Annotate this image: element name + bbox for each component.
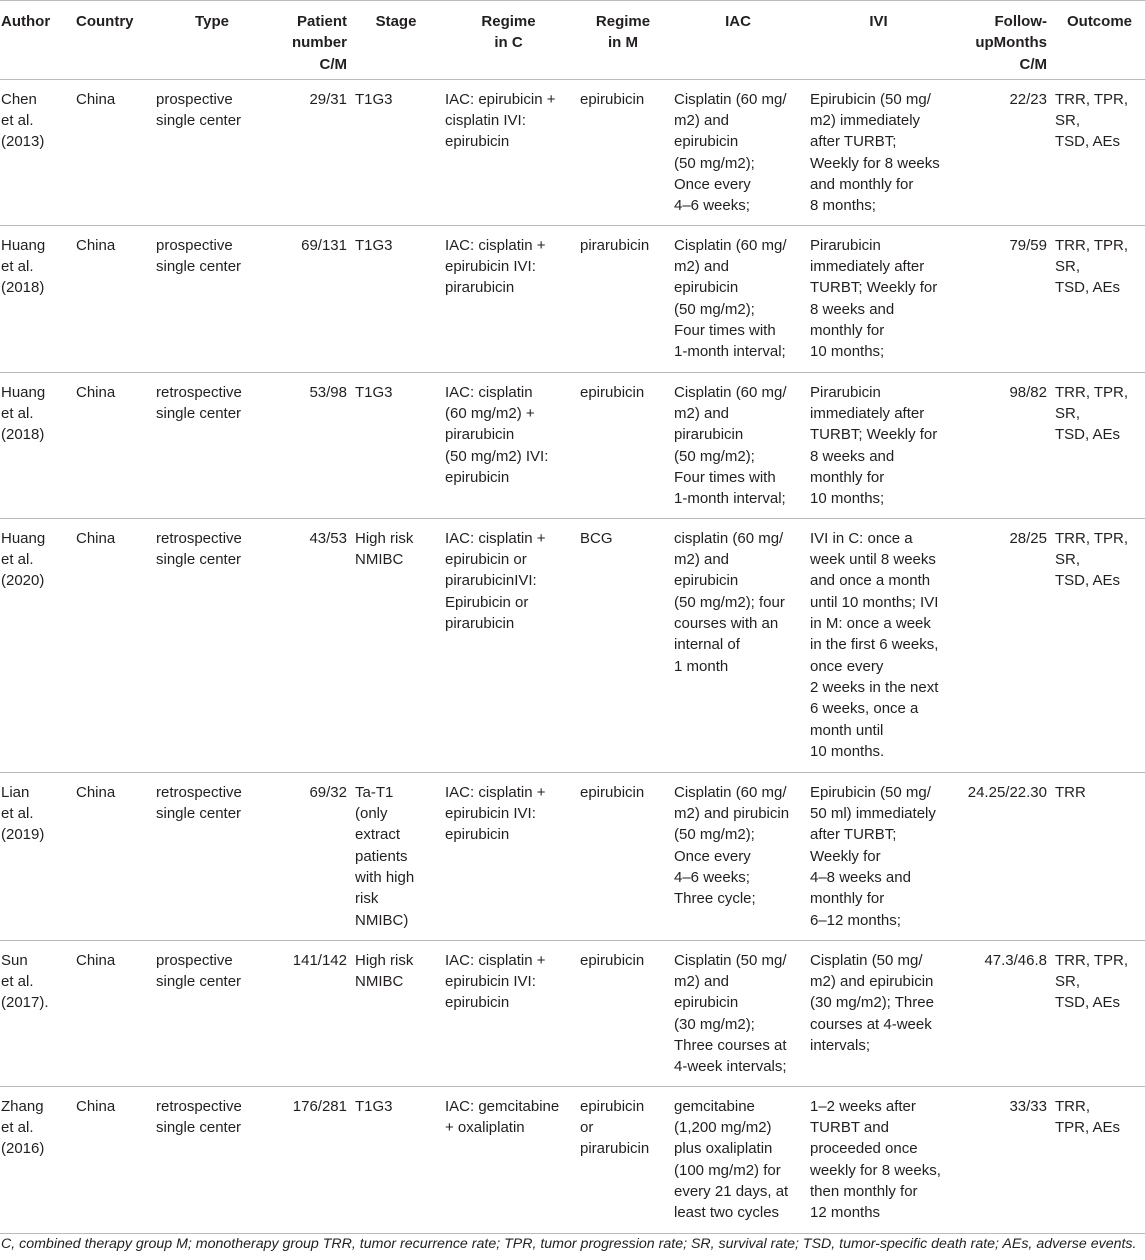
- cell-regime-c: IAC: epirubicin + cisplatin IVI: epirubicin: [441, 79, 576, 225]
- header-ivi: IVI: [806, 1, 951, 80]
- header-author: Author: [0, 1, 72, 80]
- cell-patient-number: 141/142: [272, 940, 351, 1086]
- cell-author: Lian et al. (2019): [0, 772, 72, 940]
- table-row: [0, 518, 1145, 772]
- cell-outcome: TRR, TPR, AEs: [1051, 1086, 1145, 1233]
- header-follow-up: Follow- upMonths C/M: [951, 1, 1051, 80]
- cell-country: China: [72, 372, 152, 518]
- table-row: [0, 372, 1145, 518]
- cell-regime-c: IAC: cisplatin (60 mg/m2) + pirarubicin (50 mg/m2) IVI: epirubicin: [441, 372, 576, 518]
- cell-type: retrospective single center: [152, 1086, 272, 1233]
- cell-outcome: TRR: [1051, 772, 1145, 940]
- cell-ivi: Epirubicin (50 mg/ 50 ml) immediately after TURBT; Weekly for 4–8 weeks and monthly for 6–12 months;: [806, 772, 951, 940]
- cell-follow-up: 22/23: [951, 79, 1051, 225]
- cell-follow-up: 28/25: [951, 518, 1051, 772]
- cell-ivi: Epirubicin (50 mg/ m2) immediately after TURBT; Weekly for 8 weeks and monthly for 8 months;: [806, 79, 951, 225]
- cell-regime-m: epirubicin: [576, 940, 670, 1086]
- cell-author: Huang et al. (2018): [0, 372, 72, 518]
- cell-ivi: Cisplatin (50 mg/ m2) and epirubicin (30 mg/m2); Three courses at 4-week intervals;: [806, 940, 951, 1086]
- cell-author: Huang et al. (2020): [0, 518, 72, 772]
- cell-iac: cisplatin (60 mg/ m2) and epirubicin (50 mg/m2); four courses with an internal of 1 month: [670, 518, 806, 772]
- cell-type: prospective single center: [152, 225, 272, 372]
- cell-author: Sun et al. (2017).: [0, 940, 72, 1086]
- cell-ivi: IVI in C: once a week until 8 weeks and once a month until 10 months; IVI in M: once a week in the first 6 weeks, once every 2 weeks in the next 6 weeks, once a month until 10 months.: [806, 518, 951, 772]
- cell-regime-m: BCG: [576, 518, 670, 772]
- cell-outcome: TRR, TPR, SR, TSD, AEs: [1051, 372, 1145, 518]
- cell-regime-m: pirarubicin: [576, 225, 670, 372]
- cell-stage: T1G3: [351, 225, 441, 372]
- cell-follow-up: 47.3/46.8: [951, 940, 1051, 1086]
- cell-stage: T1G3: [351, 372, 441, 518]
- cell-regime-c: IAC: cisplatin + epirubicin IVI: epirubicin: [441, 772, 576, 940]
- cell-follow-up: 79/59: [951, 225, 1051, 372]
- header-regime-c: Regime in C: [441, 1, 576, 80]
- cell-patient-number: 43/53: [272, 518, 351, 772]
- cell-iac: Cisplatin (60 mg/ m2) and pirarubicin (50 mg/m2); Four times with 1-month interval;: [670, 372, 806, 518]
- cell-patient-number: 69/32: [272, 772, 351, 940]
- cell-type: retrospective single center: [152, 772, 272, 940]
- cell-author: Zhang et al. (2016): [0, 1086, 72, 1233]
- cell-regime-c: IAC: gemcitabine + oxaliplatin: [441, 1086, 576, 1233]
- cell-follow-up: 33/33: [951, 1086, 1051, 1233]
- cell-ivi: Pirarubicin immediately after TURBT; Weekly for 8 weeks and monthly for 10 months;: [806, 225, 951, 372]
- cell-regime-m: epirubicin: [576, 79, 670, 225]
- cell-iac: Cisplatin (60 mg/ m2) and pirubicin (50 mg/m2); Once every 4–6 weeks; Three cycle;: [670, 772, 806, 940]
- cell-patient-number: 176/281: [272, 1086, 351, 1233]
- cell-author: Chen et al. (2013): [0, 79, 72, 225]
- cell-country: China: [72, 1086, 152, 1233]
- cell-stage: T1G3: [351, 79, 441, 225]
- table-row: [0, 79, 1145, 225]
- cell-patient-number: 53/98: [272, 372, 351, 518]
- table-row: [0, 1086, 1145, 1233]
- cell-type: retrospective single center: [152, 518, 272, 772]
- cell-regime-c: IAC: cisplatin + epirubicin or pirarubicinIVI: Epirubicin or pirarubicin: [441, 518, 576, 772]
- cell-regime-m: epirubicin: [576, 372, 670, 518]
- header-iac: IAC: [670, 1, 806, 80]
- cell-type: prospective single center: [152, 79, 272, 225]
- cell-regime-c: IAC: cisplatin + epirubicin IVI: pirarubicin: [441, 225, 576, 372]
- cell-outcome: TRR, TPR, SR, TSD, AEs: [1051, 225, 1145, 372]
- cell-country: China: [72, 225, 152, 372]
- header-row: [0, 1, 1145, 80]
- cell-iac: Cisplatin (60 mg/ m2) and epirubicin (50 mg/m2); Once every 4–6 weeks;: [670, 79, 806, 225]
- cell-patient-number: 29/31: [272, 79, 351, 225]
- header-country: Country: [72, 1, 152, 80]
- header-patient-number: Patient number C/M: [272, 1, 351, 80]
- cell-ivi: Pirarubicin immediately after TURBT; Weekly for 8 weeks and monthly for 10 months;: [806, 372, 951, 518]
- cell-regime-m: epirubicin or pirarubicin: [576, 1086, 670, 1233]
- cell-ivi: 1–2 weeks after TURBT and proceeded once weekly for 8 weeks, then monthly for 12 months: [806, 1086, 951, 1233]
- table-row: [0, 940, 1145, 1086]
- cell-type: retrospective single center: [152, 372, 272, 518]
- header-outcome: Outcome: [1051, 1, 1145, 80]
- cell-stage: High risk NMIBC: [351, 940, 441, 1086]
- header-regime-m: Regime in M: [576, 1, 670, 80]
- cell-type: prospective single center: [152, 940, 272, 1086]
- cell-country: China: [72, 518, 152, 772]
- table-row: [0, 772, 1145, 940]
- header-type: Type: [152, 1, 272, 80]
- cell-country: China: [72, 772, 152, 940]
- cell-iac: Cisplatin (60 mg/ m2) and epirubicin (50 mg/m2); Four times with 1-month interval;: [670, 225, 806, 372]
- cell-outcome: TRR, TPR, SR, TSD, AEs: [1051, 79, 1145, 225]
- cell-stage: Ta-T1 (only extract patients with high risk NMIBC): [351, 772, 441, 940]
- cell-patient-number: 69/131: [272, 225, 351, 372]
- cell-country: China: [72, 940, 152, 1086]
- cell-outcome: TRR, TPR, SR, TSD, AEs: [1051, 940, 1145, 1086]
- cell-regime-m: epirubicin: [576, 772, 670, 940]
- cell-stage: T1G3: [351, 1086, 441, 1233]
- cell-regime-c: IAC: cisplatin + epirubicin IVI: epirubicin: [441, 940, 576, 1086]
- cell-country: China: [72, 79, 152, 225]
- cell-follow-up: 98/82: [951, 372, 1051, 518]
- cell-author: Huang et al. (2018): [0, 225, 72, 372]
- cell-outcome: TRR, TPR, SR, TSD, AEs: [1051, 518, 1145, 772]
- cell-follow-up: 24.25/22.30: [951, 772, 1051, 940]
- cell-iac: gemcitabine (1,200 mg/m2) plus oxaliplatin (100 mg/m2) for every 21 days, at least two cycles: [670, 1086, 806, 1233]
- table-row: [0, 225, 1145, 372]
- cell-iac: Cisplatin (50 mg/ m2) and epirubicin (30 mg/m2); Three courses at 4-week intervals;: [670, 940, 806, 1086]
- header-stage: Stage: [351, 1, 441, 80]
- cell-stage: High risk NMIBC: [351, 518, 441, 772]
- table-footnote: C, combined therapy group M; monotherapy group TRR, tumor recurrence rate; TPR, tumor progression rate; SR, survival rate; TSD, tumor-specific death rate; AEs, adverse events.: [1, 1236, 1137, 1252]
